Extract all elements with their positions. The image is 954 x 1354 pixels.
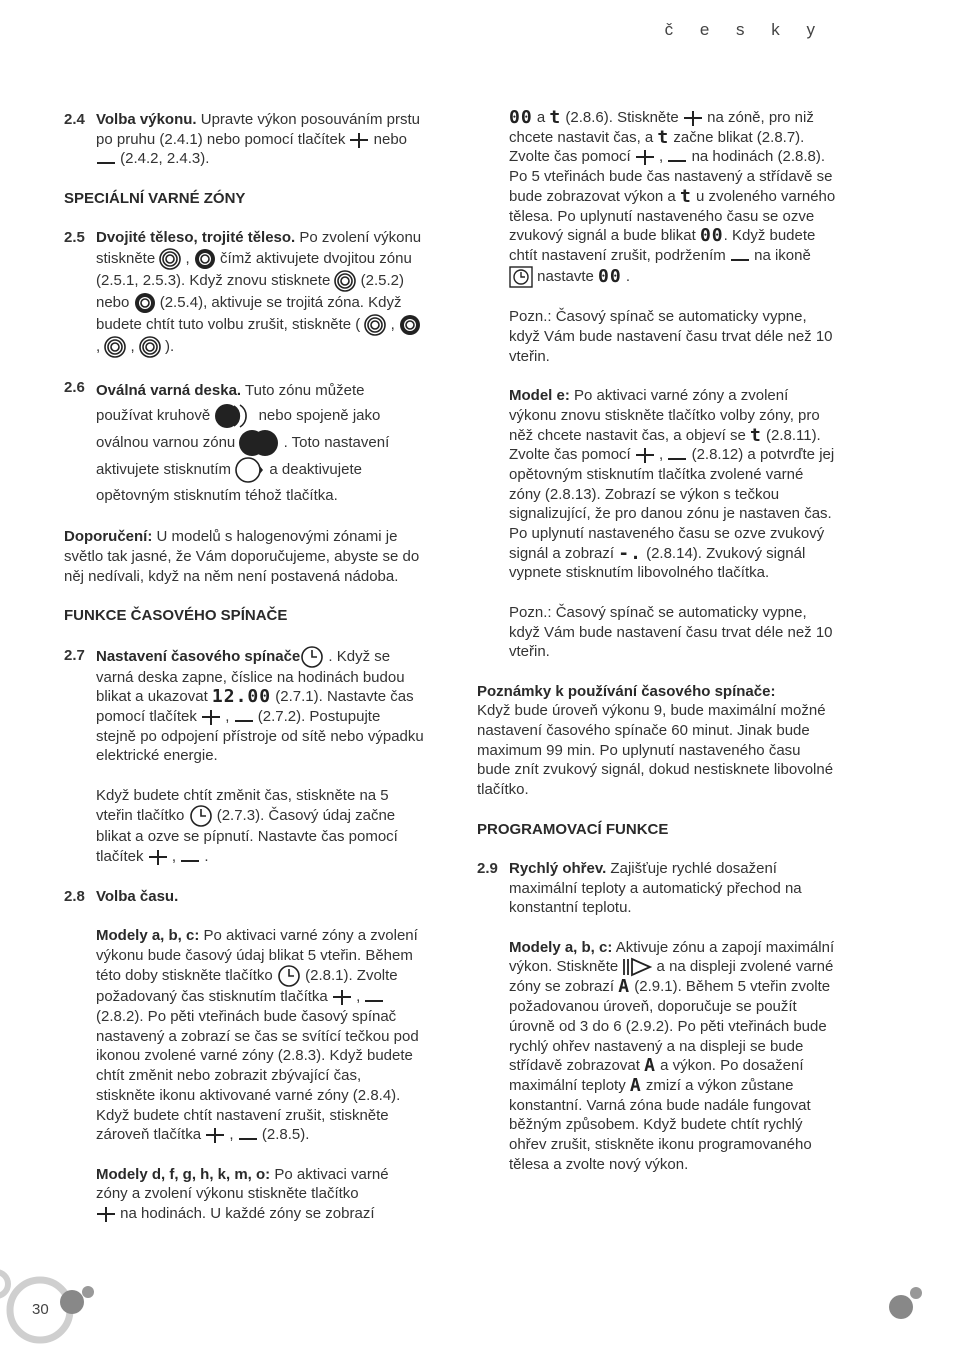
- section-number: 2.8: [64, 887, 85, 905]
- section-title: Volba výkonu.: [96, 111, 197, 128]
- plus-icon: [201, 708, 221, 726]
- text: . Když budete chtít nastavení zrušit, podržením: [509, 227, 816, 264]
- double-zone-icon: [399, 314, 421, 336]
- text: (2.4.2, 2.4.3).: [116, 150, 210, 168]
- section-2-4: [64, 110, 424, 169]
- section-title: Volba času.: [96, 887, 179, 905]
- text: (2.8.12) a potvrďte jej opětovným stisknutím tlačítka zvolené varné zóny (2.8.13). Zobrazí se výkon s tečkou signalizující, že pro danou zónu je nastaven čas. Po uplynutí nastaveného času se ozve zvukový signál a zobrazí: [509, 446, 835, 562]
- timer-icon: [277, 965, 301, 987]
- plus-icon: [635, 446, 655, 464]
- triple-zone-icon: [104, 336, 126, 358]
- section-number: 2.4: [64, 111, 85, 128]
- double-zone-icon: [194, 248, 216, 270]
- heading-special-zones: SPECIÁLNÍ VARNÉ ZÓNY: [64, 189, 246, 207]
- triple-zone-icon: [334, 270, 356, 292]
- text: na hodinách (2.8.8). Po 5 vteřinách bude čas nastavený a střídavě se bude zobrazovat výkon a: [509, 148, 833, 205]
- text: Když bude úroveň výkonu 9, bude maximální možné nastavení časového spínače 60 minut. Jinak bude maximum 99 min. Po uplynutí nastaveného času bude znít zvukový signál, dokud nestisknete libovolné tlačítko.: [477, 702, 834, 799]
- left-column: [64, 110, 424, 1224]
- tip-label: Doporučení:: [64, 528, 153, 546]
- text: (2.8.6). Stiskněte: [561, 109, 683, 126]
- minus-icon: [730, 247, 750, 265]
- text: a deaktivujete opětovným stisknutím téhož tlačítka.: [96, 460, 362, 504]
- timer-notes: [477, 682, 837, 800]
- text: ,: [96, 337, 105, 355]
- double-zone-icon: [134, 292, 156, 314]
- decorative-circles-right: [880, 1280, 930, 1330]
- text: . Když se varná deska zapne, číslice na hodinách budou blikat a ukazovat: [96, 647, 405, 706]
- section-title: Rychlý ohřev.: [509, 859, 607, 877]
- text: ).: [160, 337, 175, 355]
- text: (2.5.4), aktivuje se trojitá zóna. Když budete chtít tuto volbu zrušit, stiskněte (: [96, 293, 402, 333]
- page-number: 30: [32, 1301, 49, 1318]
- text: (2.7.2). Postupujte stejně po odpojení přístroje od sítě nebo výpadku elektrické energie.: [96, 707, 424, 765]
- text: ,: [126, 337, 139, 355]
- a-display: A: [644, 1055, 656, 1077]
- t-display: t: [749, 424, 762, 446]
- text: (2.7.3). Časový údaj začne blikat a ozve se pípnutí. Nastavte čas pomocí tlačítek: [96, 807, 398, 866]
- text: ,: [351, 988, 365, 1006]
- minus-icon: [180, 848, 200, 866]
- oval-zone-round-icon: [214, 403, 254, 429]
- a-display: A: [629, 1075, 642, 1096]
- text: ,: [654, 148, 668, 166]
- text: nebo spojeně jako oválnou varnou zónu: [96, 406, 381, 451]
- text: začne blikat (2.8.7). Zvolte čas pomocí: [509, 128, 805, 166]
- text: na ikoně: [749, 246, 811, 264]
- oval-zone-button-icon: [235, 457, 265, 483]
- text: ,: [167, 848, 181, 866]
- section-2-9: [477, 859, 837, 1175]
- text: Zajišťuje rychlé dosažení maximální teploty a automatický přechod na konstantní teplotu.: [509, 859, 802, 917]
- model-label: Modely d, f, g, h, k, m, o:: [96, 1165, 271, 1183]
- text: (2.7.1). Nastavte čas pomocí tlačítek: [96, 688, 414, 725]
- text: (2.8.5).: [257, 1126, 310, 1144]
- zero-zero-display: 00: [699, 225, 724, 247]
- section-title: Nastavení časového spínače: [96, 647, 301, 665]
- right-column: [477, 108, 837, 1174]
- zero-zero-display: 00: [598, 265, 622, 287]
- text: na hodinách. U každé zóny se zobrazí: [116, 1205, 375, 1223]
- section-number: 2.6: [64, 378, 85, 396]
- plus-icon: [635, 148, 655, 166]
- t-display: t: [679, 185, 692, 207]
- plus-icon: [148, 848, 168, 866]
- text: a: [532, 109, 550, 126]
- language-header: č e s k y: [664, 20, 826, 39]
- text: čímž aktivujete dvojitou zónu (2.5.1, 2.5.3). Když znovu stisknete: [96, 249, 412, 289]
- triple-zone-icon: [364, 314, 386, 336]
- heading-timer: FUNKCE ČASOVÉHO SPÍNAČE: [64, 607, 288, 625]
- t-display: t: [549, 107, 562, 129]
- triple-zone-icon: [159, 248, 181, 270]
- section-2-5: [64, 228, 424, 358]
- notes-label: Poznámky k používání časového spínače:: [477, 682, 776, 700]
- text: (2.8.1). Zvolte požadovaný čas stisknutím tlačítka: [96, 967, 398, 1006]
- text: na zóně, pro niž chcete nastavit čas, a: [509, 109, 814, 146]
- text: .: [200, 848, 209, 866]
- section-number: 2.5: [64, 229, 85, 247]
- text: ,: [654, 446, 668, 464]
- section-title: Oválná varná deska.: [96, 381, 242, 399]
- section-number: 2.9: [477, 859, 498, 877]
- oval-zone-icon: [239, 429, 279, 457]
- note-2: Pozn.: Časový spínač se automaticky vypne, když Vám bude nastavení času trvat déle než 10 vteřin.: [509, 603, 833, 661]
- section-2-7: [64, 646, 424, 867]
- text: nastavte: [533, 267, 599, 285]
- model-label: Model e:: [509, 387, 570, 405]
- text: ,: [221, 707, 234, 725]
- text: Aktivuje zónu a zapojí maximální výkon. Stiskněte: [509, 938, 835, 976]
- text: Po aktivaci varné zóny a zvolení výkonu stiskněte tlačítko: [96, 1165, 389, 1203]
- note-1: Pozn.: Časový spínač se automaticky vypne, když Vám bude nastavení času trvat déle než 10 vteřin.: [509, 308, 833, 365]
- minus-icon: [234, 708, 254, 726]
- text: (2.5.2) nebo: [96, 271, 404, 311]
- section-2-8: [64, 887, 424, 1224]
- text: Když budete chtít změnit čas, stiskněte na 5 vteřin tlačítko: [96, 786, 389, 825]
- model-label: Modely a, b, c:: [509, 938, 613, 956]
- plus-icon: [683, 109, 703, 127]
- text: U modelů s halogenovými zónami je světlo tak jasné, že Vám doporučujeme, abyste se do něj nedívali, když na něm není postavená nádoba.: [64, 528, 420, 585]
- text: ,: [225, 1126, 238, 1144]
- section-2-6: [64, 378, 424, 508]
- minus-icon: [667, 148, 687, 166]
- decorative-circles-left: [0, 1262, 110, 1354]
- dash-display: -.: [618, 542, 642, 564]
- tip-paragraph: [64, 527, 424, 586]
- text: Po zvolení výkonu stiskněte: [96, 229, 422, 267]
- rapid-heat-icon: [622, 957, 652, 977]
- t-display: t: [657, 126, 670, 148]
- text: Upravte výkon posouváním prstu po pruhu (2.4.1) nebo pomocí tlačítek: [96, 111, 421, 148]
- heading-programming: PROGRAMOVACÍ FUNKCE: [477, 820, 669, 838]
- zero-zero-display: 00: [509, 107, 533, 129]
- text: Po aktivaci varné zóny a zvolení výkonu znovu stiskněte tlačítko volby zóny, pro něž chcete nastavit čas, a objeví se: [509, 387, 820, 444]
- plus-icon: [96, 1205, 116, 1223]
- text: (2.8.2). Po pěti vteřinách bude časový spínač nastavený a zobrazí se čas se svítící tečkou pod ikonou zvolené varné zóny (2.8.3). Když budete chtít změnit nebo zobrazit zbývající čas, stiskněte ikonu aktivované varné zóny (2.8.4). Když budete chtít nastavení zrušit, stiskněte zároveň tlačítka: [96, 1008, 419, 1144]
- section-title: Dvojité těleso, trojité těleso.: [96, 229, 296, 247]
- section-number: 2.7: [64, 646, 85, 664]
- section-2-8-continued: [509, 108, 837, 662]
- plus-icon: [349, 131, 369, 149]
- timer-button-icon: [509, 266, 533, 288]
- text: (2.8.14). Zvukový signál vypnete stisknutím libovolného tlačítka.: [509, 544, 806, 582]
- plus-icon: [205, 1126, 225, 1144]
- minus-icon: [667, 446, 687, 464]
- timer-icon: [300, 646, 324, 668]
- text: a výkon. Po dosažení maximální teploty: [509, 1057, 804, 1094]
- model-e-paragraph: [509, 386, 837, 583]
- minus-icon: [238, 1126, 258, 1144]
- text: (2.9.1). Během 5 vteřin zvolte požadovanou úroveň, doporučuje se použít úrovně od 3 do 6 (2.9.2). Po pěti vteřinách bude rychlý ohřev nastavený a na displeji se bude střídavě zobrazovat: [509, 978, 831, 1075]
- text: ,: [181, 249, 194, 267]
- timer-icon: [189, 805, 213, 827]
- triple-zone-icon: [139, 336, 161, 358]
- text: u zvoleného varného tělesa. Po uplynutí nastaveného času se ozve zvukový signál a bude blikat: [509, 187, 836, 245]
- text: Tuto zónu můžete používat kruhově: [96, 381, 365, 424]
- plus-icon: [332, 988, 352, 1006]
- text: ,: [386, 315, 399, 333]
- text: zmizí a výkon zůstane konstantní. Varná zóna bude nadále fungovat běžným způsobem. Když budete chtít rychlý ohřev zrušit, stiskněte ikonu programovaného tělesa a zvolte nový výkon.: [509, 1076, 812, 1173]
- clock-display: 12.00: [211, 686, 272, 708]
- model-label: Modely a, b, c:: [96, 926, 200, 944]
- a-display: A: [618, 976, 631, 998]
- text: nebo: [369, 130, 408, 148]
- text: a na displeji zvolené varné zóny se zobrazí: [509, 958, 834, 996]
- text: .: [621, 267, 631, 285]
- minus-icon: [364, 988, 384, 1006]
- text: (2.8.11). Zvolte čas pomocí: [509, 426, 821, 464]
- text: . Toto nastavení aktivujete stisknutím: [96, 433, 390, 478]
- minus-icon: [96, 150, 116, 168]
- text: Po aktivaci varné zóny a zvolení výkonu bude časový údaj blikat 5 vteřin. Během této doby stiskněte tlačítko: [96, 926, 418, 985]
